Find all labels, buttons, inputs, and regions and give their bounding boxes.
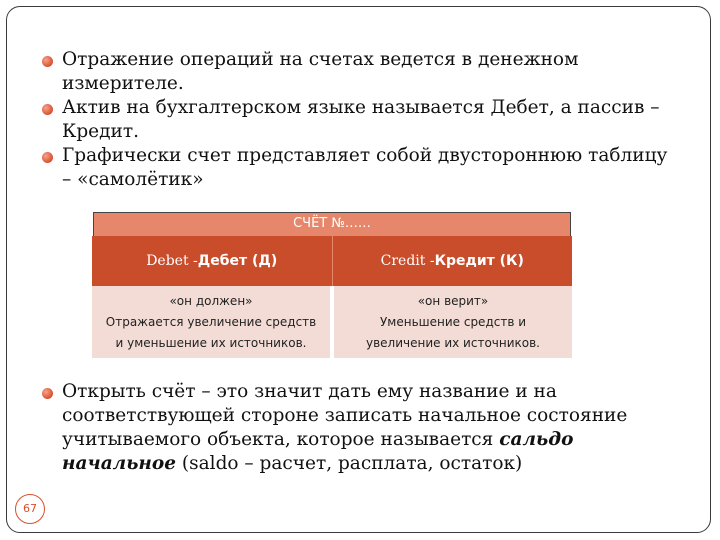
table-header-row <box>92 236 572 286</box>
bullet-item <box>42 48 682 96</box>
bullet-item <box>42 380 682 476</box>
bullet-text: Открыть счёт – это значит дать ему название и на соответствующей стороне записать начальное состояние учитываемого объекта, которое называется <box>62 381 628 450</box>
cell-credit <box>334 286 572 358</box>
cell-debit <box>92 286 334 358</box>
bullet-list-top <box>42 48 682 192</box>
cell-line: и уменьшение их источников. <box>115 336 307 350</box>
emphasis-term: сальдо начальное <box>62 429 574 474</box>
account-table <box>92 212 572 358</box>
cell-line: «он должен» <box>169 294 253 308</box>
table-body-row <box>92 286 572 358</box>
cell-line: Уменьшение средств и <box>379 315 527 329</box>
bullet-dot-icon <box>42 388 53 399</box>
bullet-item <box>42 96 682 144</box>
page-number: 67 <box>15 494 45 524</box>
bullet-text: Отражение операций на счетах ведется в денежном измерителе. <box>62 49 579 94</box>
bullet-text: Актив на бухгалтерском языке называется Дебет, а пассив – Кредит. <box>62 97 660 142</box>
cell-line: «он верит» <box>417 294 489 308</box>
header-latin: Credit - <box>380 253 435 269</box>
bullet-dot-icon <box>42 152 53 163</box>
bullet-item <box>42 144 682 192</box>
bullet-dot-icon <box>42 104 53 115</box>
cell-line: Отражается увеличение средств <box>105 315 317 329</box>
bullet-text-tail: (saldo – расчет, расплата, остаток) <box>176 453 523 474</box>
bullet-list-bottom <box>42 380 682 476</box>
header-credit <box>333 236 573 286</box>
header-latin: Debet - <box>146 253 198 269</box>
cell-line: увеличение их источников. <box>366 336 540 350</box>
table-title: СЧЁТ №…… <box>93 212 571 236</box>
bullet-dot-icon <box>42 56 53 67</box>
header-russian: Кредит (К) <box>434 253 524 269</box>
header-debit <box>92 236 333 286</box>
header-russian: Дебет (Д) <box>197 253 278 269</box>
bullet-text: Графически счет представляет собой двустороннюю таблицу – «самолётик» <box>62 145 668 190</box>
